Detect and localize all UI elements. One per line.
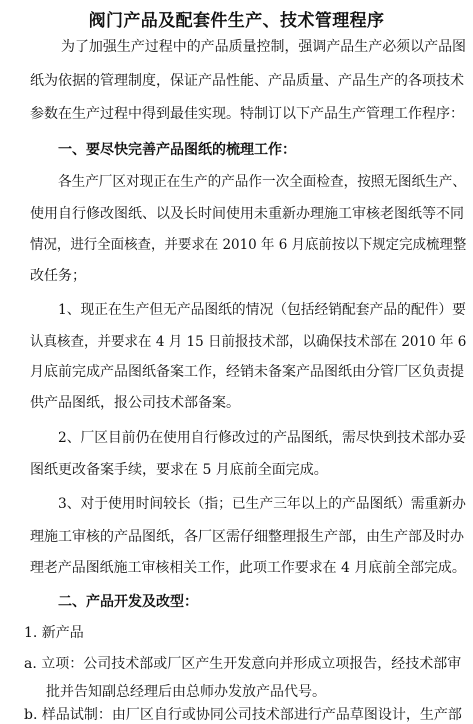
intro-line-1: 为了加强生产过程中的产品质量控制，强调产品生产必须以产品图 bbox=[61, 39, 466, 55]
subsection-new-product: 1. 新产品 bbox=[24, 625, 84, 641]
step-a-line-1: a. 立项：公司技术部或厂区产生开发意向并形成立项报告，经技术部审 bbox=[24, 656, 462, 672]
section-1-heading: 一、要尽快完善产品图纸的梳理工作： bbox=[58, 142, 296, 158]
item-3-line-1: 3、对于使用时间较长（指；已生产三年以上的产品图纸）需重新办 bbox=[58, 496, 466, 512]
item-1-line-2: 认真核查，并要求在 4 月 15 日前报技术部，以确保技术部在 2010 年 6 bbox=[30, 334, 467, 350]
section-1-para-line-3: 情况，进行全面核查，并要求在 2010 年 6 月底前按以下规定完成梳理整 bbox=[30, 237, 467, 253]
item-1-line-4: 供产品图纸，报公司技术部备案。 bbox=[30, 395, 240, 411]
section-1-para-line-1: 各生产厂区对现正在生产的产品作一次全面检查，按照无图纸生产、 bbox=[58, 174, 466, 190]
section-1-para-line-4: 改任务； bbox=[30, 268, 86, 284]
item-3-line-3: 理老产品图纸施工审核相关工作，此项工作要求在 4 月底前全部完成。 bbox=[30, 560, 466, 576]
step-a-line-2: 批并告知副总经理后由总师办发放产品代号。 bbox=[46, 684, 326, 700]
item-2-line-1: 2、厂区目前仍在使用自行修改过的产品图纸，需尽快到技术部办妥 bbox=[58, 430, 466, 446]
item-3-line-2: 理施工审核的产品图纸，各厂区需仔细整理报生产部，由生产部及时办 bbox=[30, 529, 464, 545]
step-b-line-1: b. 样品试制：由厂区自行或协同公司技术部进行产品草图设计，生产部 bbox=[24, 707, 462, 723]
intro-line-3: 参数在生产过程中得到最佳实现。特制订以下产品生产管理工作程序： bbox=[30, 106, 464, 122]
document-title: 阀门产品及配套件生产、技术管理程序 bbox=[88, 11, 385, 31]
item-1-line-3: 月底前完成产品图纸备案工作，经销未备案产品图纸由分管厂区负责提 bbox=[30, 364, 464, 380]
item-2-line-2: 图纸更改备案手续，要求在 5 月底前全面完成。 bbox=[30, 462, 328, 478]
section-2-heading: 二、产品开发及改型： bbox=[58, 594, 198, 610]
section-1-para-line-2: 使用自行修改图纸、以及长时间使用未重新办理施工审核老图纸等不同 bbox=[30, 206, 464, 222]
intro-line-2: 纸为依据的管理制度，保证产品性能、产品质量、产品生产的各项技术 bbox=[30, 73, 464, 89]
item-1-line-1: 1、现正在生产但无产品图纸的情况（包括经销配套产品的配件）要 bbox=[58, 302, 466, 318]
